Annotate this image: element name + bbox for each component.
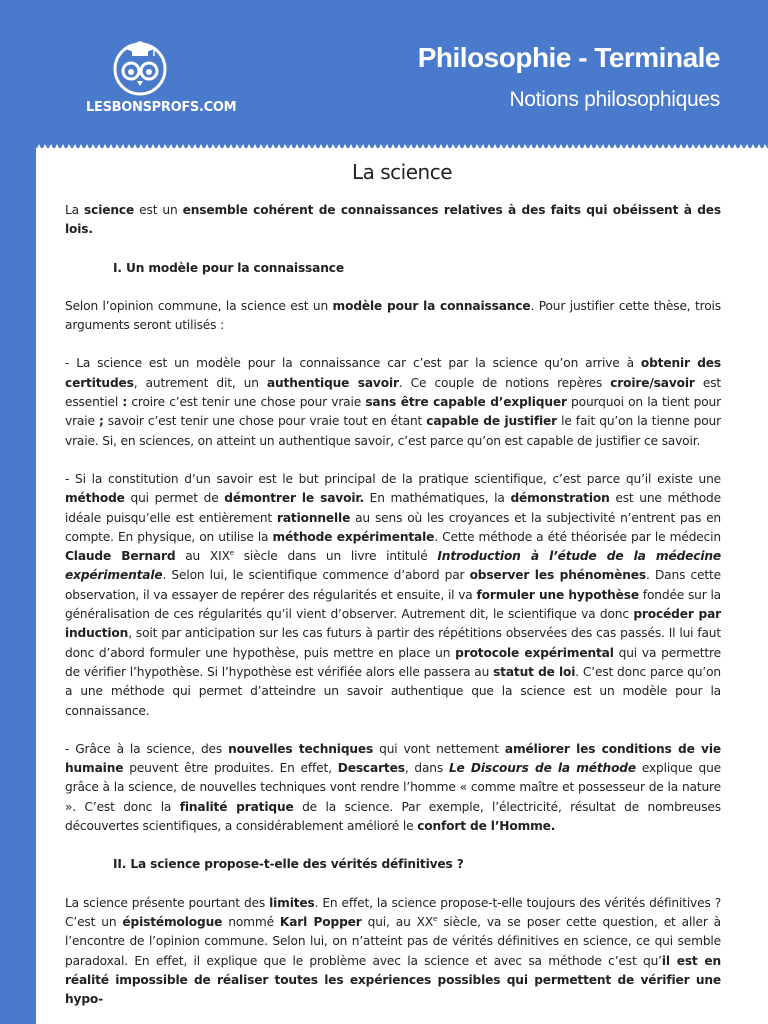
paragraph-2: - La science est un modèle pour la connaissance car c’est par la science qu’on arrive à obtenir des certitudes, autrement dit, un authentique savoir. Ce couple de notions repères croire/savoir est essentiel : croire c’est tenir une chose pour vraie sans être capable d’expliquer pourquoi on la tient pour vraie ; savoir c’est tenir une chose pour vraie tout en étant capable de justifier le fait qu’on la tienne pour vraie. Si, en sciences, on atteint un authentique savoir, c’est parce qu’on est capable de justifier ce savoir.	[65, 356, 722, 448]
paragraph-3: - Si la constitution d’un savoir est le but principal de la pratique scientifique, c’est parce qu’il existe une méthode qui permet de démontrer le savoir. En mathématiques, la démonstration est une méthode idéale puisqu’elle est entièrement rationnelle au sens où les croyances et la subjectivité n’entrent pas en compte. En physique, on utilise la méthode expérimentale. Cette méthode a été théorisée par le médecin Claude Bernard au XIXe siècle dans un livre intitulé Introduction à l’étude de la médecine expérimentale. Selon lui, le scientifique commence d’abord par observer les phénomènes. Dans cette observation, il va essayer de repérer des régularités et ensuite, il va formuler une hypothèse fondée sur la généralisation de ces régularités qu’il vient d’observer. Autrement dit, le scientifique va donc procéder par induction, soit par anticipation sur les cas futurs à partir des répétitions observées des cas passés. Il lui faut donc d’abord formuler une hypothèse, puis mettre en place un protocole expérimental qui va permettre de vérifier l’hypothèse. Si l’hypothèse est vérifiée alors elle passera au statut de loi. C’est donc parce qu’on a une méthode qui permet d’atteindre un savoir authentique que la science est un modèle pour la connaissance.	[65, 471, 722, 718]
document-body	[65, 201, 721, 1009]
document-title: La science	[351, 160, 452, 184]
logo-wordmark: LESBONSPROFS.COM	[86, 100, 237, 115]
page-title: Philosophie - Terminale	[417, 42, 720, 73]
site-logo[interactable]	[86, 38, 237, 122]
page-subtitle: Notions philosophiques	[509, 88, 720, 111]
owl-mascot-icon	[90, 38, 190, 98]
header-banner	[0, 0, 768, 146]
section-heading-2: II. La science propose-t-elle des vérités définitives ?	[113, 857, 464, 872]
paragraph-5: La science présente pourtant des limites. En effet, la science propose-t-elle toujours des vérités définitives ? C’est un épistémologue nommé Karl Popper qui, au XXe siècle, va se poser cette question, et aller à l’encontre de l’opinion commune. Selon lui, on n’atteint pas de vérités définitives en science, ce qui semble paradoxal. En effet, il explique que le problème avec la science et avec sa méthode c’est qu’il est en réalité impossible de réaliser toutes les expériences possibles qui permettent de vérifier une hypo-	[65, 895, 722, 1007]
intro-paragraph: La science est un ensemble cohérent de connaissances relatives à des faits qui obéissent à des lois.	[65, 203, 721, 237]
paragraph-4: - Grâce à la science, des nouvelles techniques qui vont nettement améliorer les conditions de vie humaine peuvent être produites. En effet, Descartes, dans Le Discours de la méthode explique que grâce à la science, de nouvelles techniques vont rendre l’homme « comme maître et possesseur de la nature ». C’est donc la finalité pratique de la science. Par exemple, l’électricité, résultat de nombreuses découvertes scientifiques, a considérablement amélioré le confort de l’Homme.	[65, 741, 721, 834]
document-sheet	[36, 152, 768, 1024]
section-heading-1: I. Un modèle pour la connaissance	[113, 260, 344, 275]
paragraph-1: Selon l’opinion commune, la science est un modèle pour la connaissance. Pour justifier cette thèse, trois arguments seront utilisés :	[65, 298, 721, 333]
